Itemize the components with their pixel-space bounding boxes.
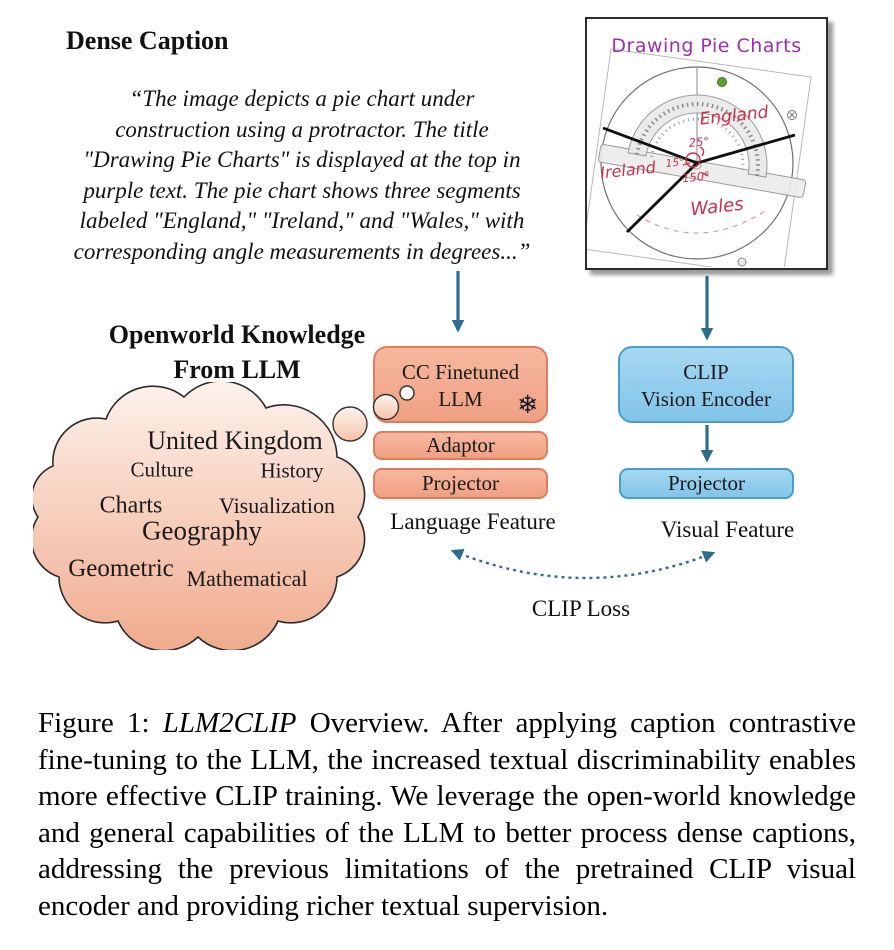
quote-line: “The image depicts a pie chart under: [129, 86, 475, 111]
figure-caption: [38, 705, 856, 924]
cloud-word-history: History: [260, 458, 324, 483]
angle-label-15: 15°: [665, 156, 685, 170]
frozen-snowflake-icon: ❄: [517, 390, 538, 419]
dense-caption-heading: Dense Caption: [66, 26, 229, 55]
quote-line: purple text. The pie chart shows three segments: [83, 177, 521, 203]
encoder-line1: CLIP: [683, 360, 729, 384]
encoder-line2: Vision Encoder: [641, 387, 771, 411]
figure-caption-prefix: Figure 1:: [38, 707, 163, 739]
pie-image-title: Drawing Pie Charts: [611, 35, 802, 57]
visual-projector-box: Projector: [619, 468, 794, 499]
adaptor-box: Adaptor: [373, 431, 548, 460]
segment-label-england: England: [698, 102, 770, 130]
language-feature-label: Language Feature: [390, 509, 556, 534]
pie-chart-image: [585, 17, 828, 270]
openworld-heading: [57, 317, 417, 387]
quote-line: construction using a protractor. The title: [115, 116, 489, 142]
cloud-word-charts: Charts: [99, 492, 163, 519]
knowledge-cloud: [33, 382, 368, 650]
openworld-heading-line1: Openworld Knowledge: [108, 320, 366, 349]
angle-label-150: 150°: [681, 168, 711, 186]
clip-vision-encoder-box: [618, 346, 794, 423]
clip-loss-label: CLIP Loss: [531, 596, 631, 621]
language-projector-box: Projector: [373, 468, 548, 499]
llm-box-line1: CC Finetuned: [401, 360, 520, 384]
clip-loss-arc-arrow: [453, 551, 713, 578]
angle-label-25: 25°: [688, 133, 710, 151]
quote-line: corresponding angle measurements in degrees...”: [73, 238, 531, 264]
cloud-word-united-kingdom: United Kingdom: [147, 426, 323, 455]
segment-label-wales: Wales: [689, 193, 745, 221]
quote-line: "Drawing Pie Charts" is displayed at the top in: [83, 147, 521, 172]
green-handle-dot: [718, 78, 727, 87]
openworld-heading-line2: From LLM: [173, 355, 301, 384]
cloud-word-culture: Culture: [130, 457, 194, 482]
figure-caption-body: Overview. After applying caption contrastive fine-tuning to the LLM, the increased textual discriminability enables more effective CLIP training. We leverage the open-world knowledge and general capabilities of the LLM to better process dense captions, addressing the previous limitations of the pretrained CLIP visual encoder and providing richer textual supervision.: [38, 707, 856, 922]
cc-finetuned-llm-box: [373, 346, 548, 423]
cloud-word-geography: Geography: [142, 515, 262, 546]
cloud-word-geometric: Geometric: [68, 555, 174, 582]
segment-label-ireland: Ireland: [599, 157, 657, 183]
quote-line: labeled "England," "Ireland," and "Wales," with: [79, 208, 525, 233]
llm-box-line2: LLM: [438, 387, 483, 411]
cloud-word-mathematical: Mathematical: [186, 566, 308, 591]
figure-caption-title: LLM2CLIP: [162, 707, 297, 739]
cloud-word-visualization: Visualization: [219, 493, 335, 518]
dense-caption-quote: [28, 84, 576, 267]
visual-feature-label: Visual Feature: [660, 517, 795, 542]
